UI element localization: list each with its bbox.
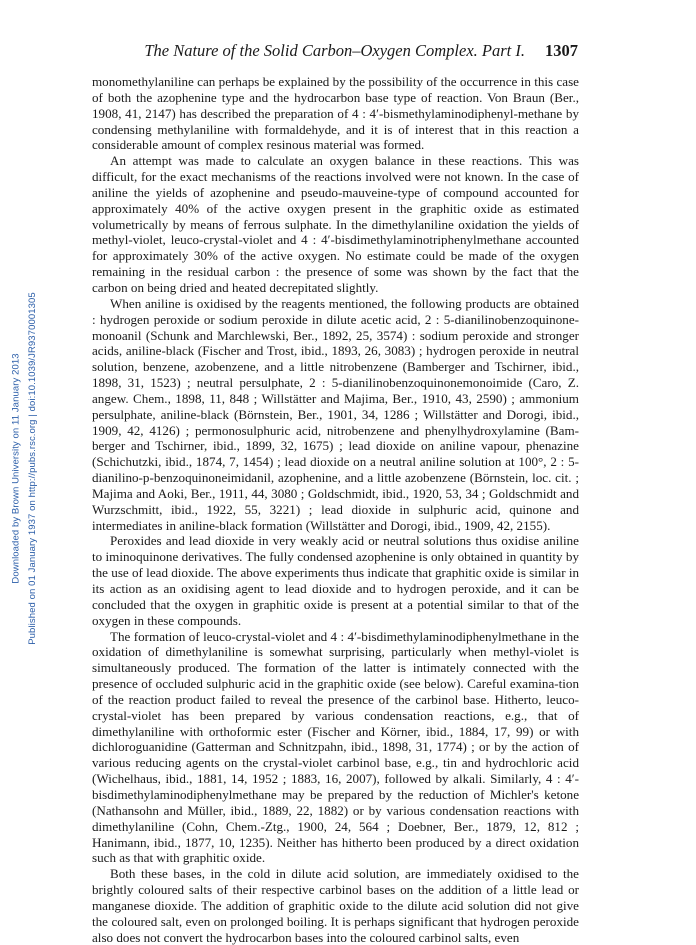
publication-notice-text[interactable]: Published on 01 January 1937 on http://pubs.rsc.org | doi:10.1039/JR9370001305 [26,291,38,645]
paragraph-3: When aniline is oxidised by the reagents mentioned, the following products are obtained : hydrogen peroxide or sodium peroxide in dilute acetic acid, 2 : 5-dianilinobenzoquinone-monoanil (Schunk and Marchlewski, Ber., 1892, 25, 3574) : sodium peroxide and stronger acids, aniline-black (Fischer and Trost, ibid., 1893, 26, 3083) ; hydrogen peroxide in neutral solution, benzene, azobenzene, and a little nitrobenzene (Bamberger and Tschirner, ibid., 1898, 31, 1523) ; neutral persulphate, 2 : 5-dianilinobenzoquinonemonoimide (Caro, Z. angew. Chem., 1898, 11, 848 ; Willstätter and Majima, Ber., 1910, 43, 2590) ; ammonium persulphate, aniline-black (Börnstein, Ber., 1901, 34, 1286 ; Willstätter and Dorogi, ibid., 1909, 42, 4126) ; permonosulphuric acid, nitrobenzene and phenylhydroxylamine (Bam-berger and Tschirner, ibid., 1899, 32, 1675) ; lead dioxide on aniline vapour, phenazine (Schichutzki, ibid., 1874, 7, 1454) ; lead dioxide on a neutral aniline solution at 100°, 2 : 5-dianilino-p-benzoquinoneimidanil, azophenine, and a little azobenzene (Börnstein, loc. cit. ; Majima and Aoki, Ber., 1911, 44, 3080 ; Goldschmidt, ibid., 1920, 53, 34 ; Goldschmidt and Wurzschmitt, ibid., 1922, 55, 3221) ; lead dioxide in sulphuric acid, quinone and intermediates in aniline-black formation (Willstätter and Dorogi, ibid., 1909, 42, 2155). [92,295,579,533]
paragraph-2: An attempt was made to calculate an oxygen balance in these reactions. This was difficult, for the exact mechanisms of the reactions involved were not known. In the case of aniline the yields of azophenine and pseudo-mauveine-type of compound accounted for approximately 40% of the active oxygen present in the graphitic oxide as estimated volumetrically by means of ferrous sulphate. In the dimethylaniline oxidation the yields of methyl-violet, leuco-crystal-violet and 4 : 4′-bisdimethylaminotriphenylmethane accounted for approximately 30% of the active oxygen. No estimate could be made of the oxygen remaining in the residual carbon : the presence of some was shown by the fact that the carbon on being dried and heated decrepitated slightly. [92,153,579,295]
running-header [118,41,578,61]
publication-notice[interactable] [25,0,39,936]
paragraph-6: Both these bases, in the cold in dilute acid solution, are immediately oxidised to the brightly coloured salts of their respective carbinol bases on the addition of a little lead or manganese dioxide. The addition of graphitic oxide to the dilute acid solution did not give the coloured salt, even on prolonged boiling. It is perhaps significant that hydrogen peroxide also does not convert the hydrocarbon bases into the coloured carbinol salts, even [92,866,579,945]
paragraph-1: monomethylaniline can perhaps be explained by the possibility of the occurrence in this case of both the azophenine type and the hydrocarbon base type of reaction. Von Braun (Ber., 1908, 41, 2147) has described the preparation of 4 : 4′-bismethylaminodiphenyl-methane by condensing methylaniline with formaldehyde, and it is of interest that in this reaction a considerable amount of complex resinous material was formed. [92,74,579,153]
paragraph-4: Peroxides and lead dioxide in very weakly acid or neutral solutions thus oxidise aniline to iminoquinone derivatives. The fully condensed azophenine is only obtained in quantity by the use of lead dioxide. The above experiments thus indicate that graphitic oxide is similar in its action as an oxidising agent to lead dioxide and to hydrogen peroxide, and it can be concluded that the oxygen in graphitic oxide is present at a potential similar to that of the oxygen in these compounds. [92,533,580,628]
paragraph-5: The formation of leuco-crystal-violet and 4 : 4′-bisdimethylaminodiphenylmethane in the oxidation of dimethylaniline is somewhat surprising, particularly when methyl-violet is simultaneously produced. The formation of the latter is intimately connected with the presence of occluded sulphuric acid in the graphitic oxide (see below). Careful examina-tion of the reaction product failed to reveal the presence of the carbinol base. Hitherto, leuco-crystal-violet has been prepared by various condensation reactions, e.g., that of dimethylaniline with orthoformic ester (Fischer and Körner, ibid., 1884, 17, 99) or with dichloroguanidine (Gatterman and Schnitzpahn, ibid., 1898, 31, 1774) ; or by the action of various reducing agents on the crystal-violet carbinol base, e.g., tin and hydrochloric acid (Wichelhaus, ibid., 1881, 14, 1952 ; 1883, 16, 2007), followed by alkali. Similarly, 4 : 4′-bisdimethylaminodiphenylmethane may be prepared by the reduction of Michler's ketone (Nathansohn and Müller, ibid., 1889, 22, 1882) or by various condensation reactions with dimethylaniline (Cohn, Chem.-Ztg., 1900, 24, 564 ; Doebner, Ber., 1879, 12, 812 ; Hanimann, ibid., 1877, 10, 1235). Neither has hitherto been produced by a direct oxidation such as that with graphitic oxide. [92,628,579,866]
running-title: The Nature of the Solid Carbon–Oxygen Complex. Part I. [144,41,525,60]
download-notice [9,0,23,936]
article-body [92,74,579,945]
download-notice-text: Downloaded by Brown University on 11 January 2013 [10,352,22,584]
page-number: 1307 [545,41,578,60]
